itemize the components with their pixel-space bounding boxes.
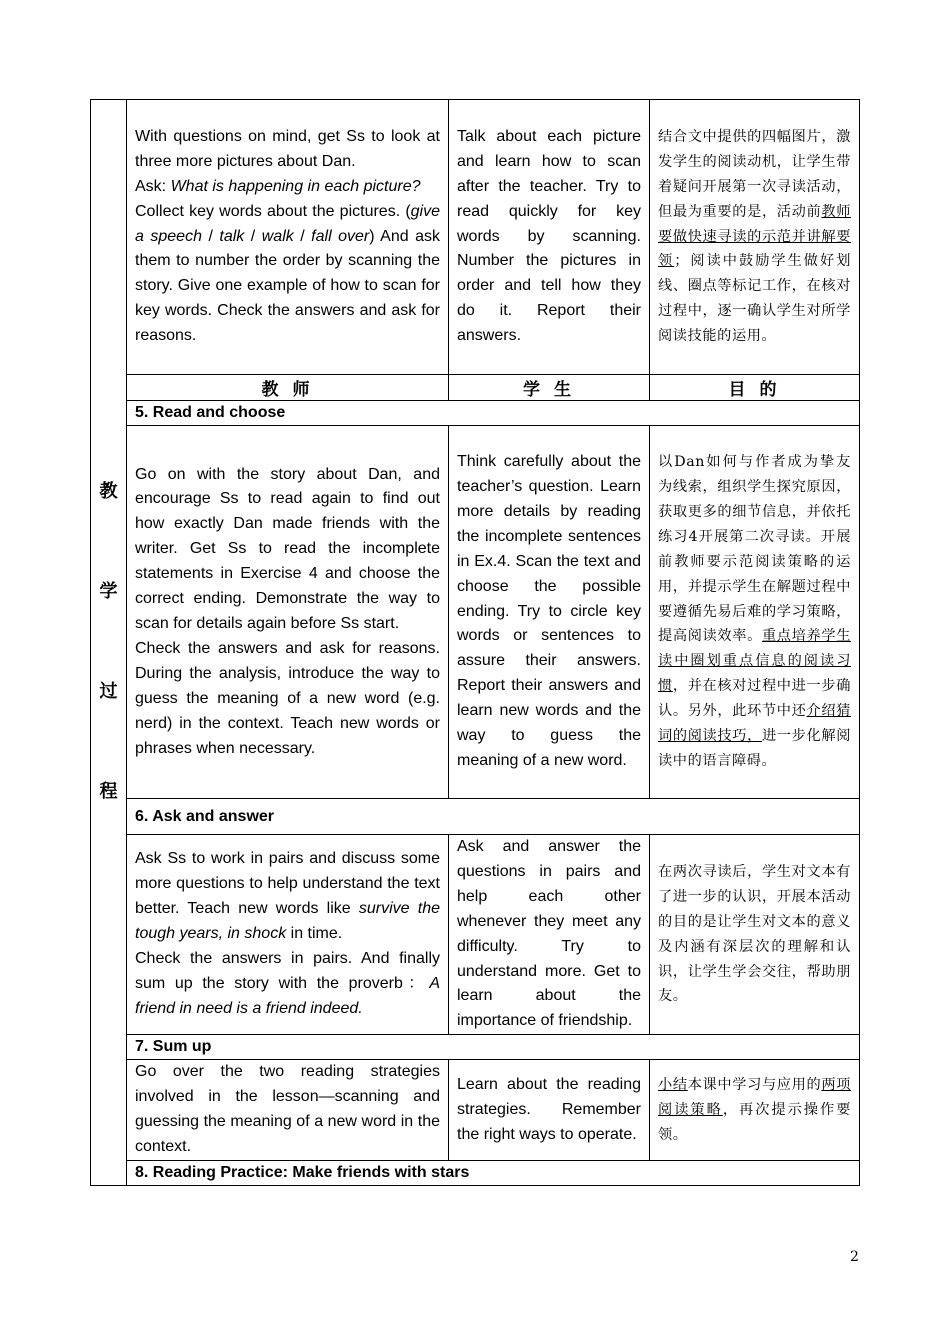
section-title-row — [91, 401, 860, 426]
table-row — [91, 835, 860, 1035]
teacher-text: Check the answers in pairs. And finally sum up the story with the proverb：A friend in need is a friend indeed. — [135, 950, 440, 1017]
teacher-text: Go on with the story about Dan, and encourage Ss to read again to find out how exactly Dan made friends with the writer. Get Ss to read the incomplete statements in Exercise 4 and choose the correct ending. Demonstrate the way to scan for details again before Ss start. — [135, 465, 440, 632]
purpose-cell: 以Dan如何与作者成为挚友为线索，组织学生探究原因，获取更多的细节信息，并依托练习4开展第二次寻读。开展前教师要示范阅读策略的运用，并提示学生在解题过程中要遵循先易后难的学习策略，提高阅读效率。重点培养学生读中圈划重点信息的阅读习惯，并在核对过程中进一步确认。另外，此环节中还介绍猜词的阅读技巧，进一步化解阅读中的语言障碍。 — [650, 426, 860, 799]
student-cell: Talk about each picture and learn how to scan after the teacher. Try to read quickly for key words by scanning. Number the pictures in order and tell how they do it. Report their answers. — [449, 100, 650, 375]
purpose-cell: 小结本课中学习与应用的两项阅读策略，再次提示操作要领。 — [650, 1060, 860, 1161]
teacher-cell — [127, 426, 449, 799]
lesson-plan-table — [90, 99, 860, 1186]
table-row — [91, 1060, 860, 1161]
student-cell: Learn about the reading strategies. Remember the right ways to operate. — [449, 1060, 650, 1161]
side-char: 过 — [99, 681, 118, 703]
side-label — [91, 100, 127, 1186]
teacher-text: Ask Ss to work in pairs and discuss some more questions to help understand the text better. Teach new words like survive the tough years, in shock in time. — [135, 850, 440, 943]
teacher-text: Check the answers and ask for reasons. During the analysis, introduce the way to guess the meaning of a new word (e.g. nerd) in the context. Teach new words or phrases when necessary. — [135, 639, 440, 757]
teacher-cell — [127, 100, 449, 375]
teacher-cell: Go over the two reading strategies involved in the lesson—scanning and guessing the meaning of a new word in the context. — [127, 1060, 449, 1161]
header-row — [91, 375, 860, 401]
section-7-title: 7. Sum up — [127, 1035, 860, 1060]
purpose-cell: 结合文中提供的四幅图片，激发学生的阅读动机，让学生带着疑问开展第一次寻读活动，但最为重要的是，活动前教师要做快速寻读的示范并讲解要领；阅读中鼓励学生做好划线、圈点等标记工作，在核对过程中，逐一确认学生对所学阅读技能的运用。 — [650, 100, 860, 375]
purpose-cell: 在两次寻读后，学生对文本有了进一步的认识，开展本活动的目的是让学生对文本的意义及内涵有深层次的理解和认识，让学生学会交往，帮助朋友。 — [650, 835, 860, 1035]
student-cell: Ask and answer the questions in pairs and help each other whenever they meet any difficulty. Try to understand more. Get to learn about the importance of friendship. — [449, 835, 650, 1035]
section-title-row — [91, 1160, 860, 1185]
section-title-row — [91, 1035, 860, 1060]
table-row — [91, 426, 860, 799]
teacher-text: With questions on mind, get Ss to look at three more pictures about Dan. — [135, 127, 440, 170]
teacher-text: Collect key words about the pictures. (give a speech / talk / walk / fall over) And ask them to number the order by scanning the story. Give one example of how to scan for key words. Check the answers and ask for reasons. — [135, 202, 441, 345]
header-student: 学 生 — [449, 375, 650, 401]
section-6-title: 6. Ask and answer — [127, 799, 860, 835]
header-teacher: 教 师 — [127, 375, 449, 401]
side-char: 教 — [99, 481, 118, 503]
header-purpose: 目 的 — [650, 375, 860, 401]
page-number: 2 — [850, 1249, 859, 1265]
section-5-title: 5. Read and choose — [127, 401, 860, 426]
section-title-row — [91, 799, 860, 835]
teacher-text: Ask: What is happening in each picture? — [135, 177, 421, 195]
side-char: 学 — [99, 581, 118, 603]
side-char: 程 — [99, 781, 118, 803]
section-8-title: 8. Reading Practice: Make friends with stars — [127, 1160, 860, 1185]
table-row — [91, 100, 860, 375]
teacher-cell — [127, 835, 449, 1035]
student-cell: Think carefully about the teacher’s question. Learn more details by reading the incomplete sentences in Ex.4. Scan the text and choose the possible ending. Try to circle key words or sentences to assure their answers. Report their answers and learn new words and the way to guess the meaning of a new word. — [449, 426, 650, 799]
